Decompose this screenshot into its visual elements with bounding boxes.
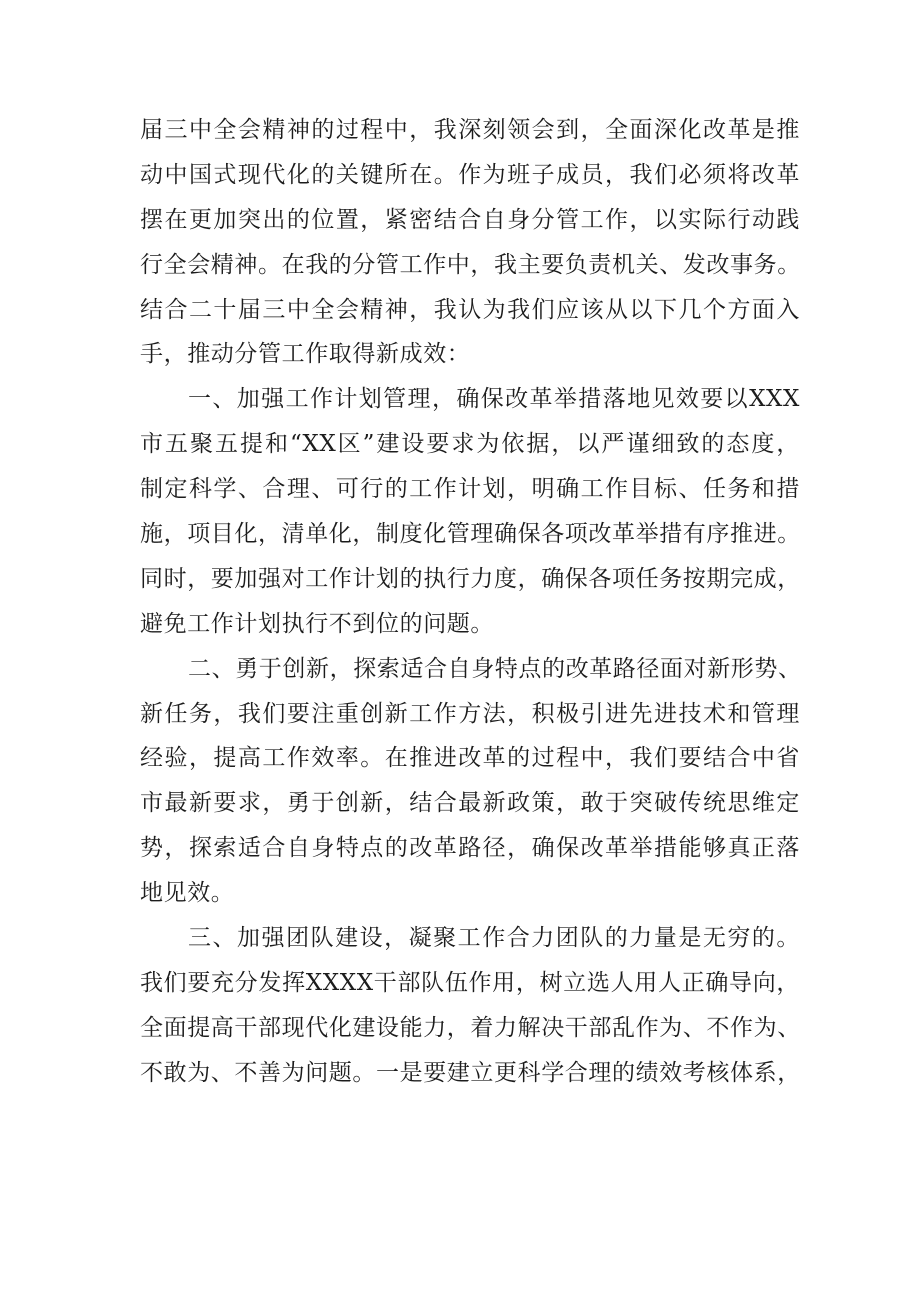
paragraph-1-line-2: 动中国式现代化的关键所在。作为班子成员，我们必须将改革 [140,161,800,188]
paragraph-2-line-5: 同时，要加强对工作计划的执行力度，确保各项任务按期完成， [140,565,801,592]
paragraph-1-line-6: 手，推动分管工作取得新成效： [140,341,471,368]
paragraph-1-line-1: 届三中全会精神的过程中，我深刻领会到，全面深化改革是推 [140,117,800,143]
paragraph-4-line-3: 全面提高干部现代化建设能力，着力解决干部乱作为、不作为、 [140,1014,801,1041]
paragraph-3-line-4: 市最新要求，勇于创新，结合最新政策，敢于突破传统思维定 [140,790,800,817]
document-body [140,108,800,1096]
paragraph-4-line-4: 不敢为、不善为问题。一是要建立更科学合理的绩效考核体系， [140,1059,801,1086]
paragraph-1-line-5: 结合二十届三中全会精神，我认为我们应该从以下几个方面入 [140,296,800,323]
paragraph-3-line-5: 势，探索适合自身特点的改革路径，确保改革举措能够真正落 [140,835,800,862]
paragraph-3-line-1: 二、勇于创新，探索适合自身特点的改革路径面对新形势、 [188,655,802,682]
paragraph-2-line-2: 市五聚五提和“XX区”建设要求为依据，以严谨细致的态度， [140,431,800,458]
paragraph-4-line-1: 三、加强团队建设，凝聚工作合力团队的力量是无穷的。 [188,925,800,952]
paragraph-2-line-6: 避免工作计划执行不到位的问题。 [140,610,494,637]
paragraph-4-line-2: 我们要充分发挥XXXX干部队伍作用，树立选人用人正确导向， [140,969,800,996]
paragraph-2-line-3: 制定科学、合理、可行的工作计划，明确工作目标、任务和措 [140,476,800,503]
paragraph-1-line-4: 行全会精神。在我的分管工作中，我主要负责机关、发改事务。 [140,251,801,278]
paragraph-2-line-1: 一、加强工作计划管理，确保改革举措落地见效要以XXX [188,386,800,413]
paragraph-1-line-3: 摆在更加突出的位置，紧密结合自身分管工作，以实际行动践 [140,206,800,233]
paragraph-3-line-3: 经验，提高工作效率。在推进改革的过程中，我们要结合中省 [140,745,800,772]
paragraph-2-line-4: 施，项目化，清单化，制度化管理确保各项改革举措有序推进。 [140,521,801,548]
paragraph-3-line-2: 新任务，我们要注重创新工作方法，积极引进先进技术和管理 [140,700,800,727]
paragraph-3-line-6: 地见效。 [140,880,235,907]
